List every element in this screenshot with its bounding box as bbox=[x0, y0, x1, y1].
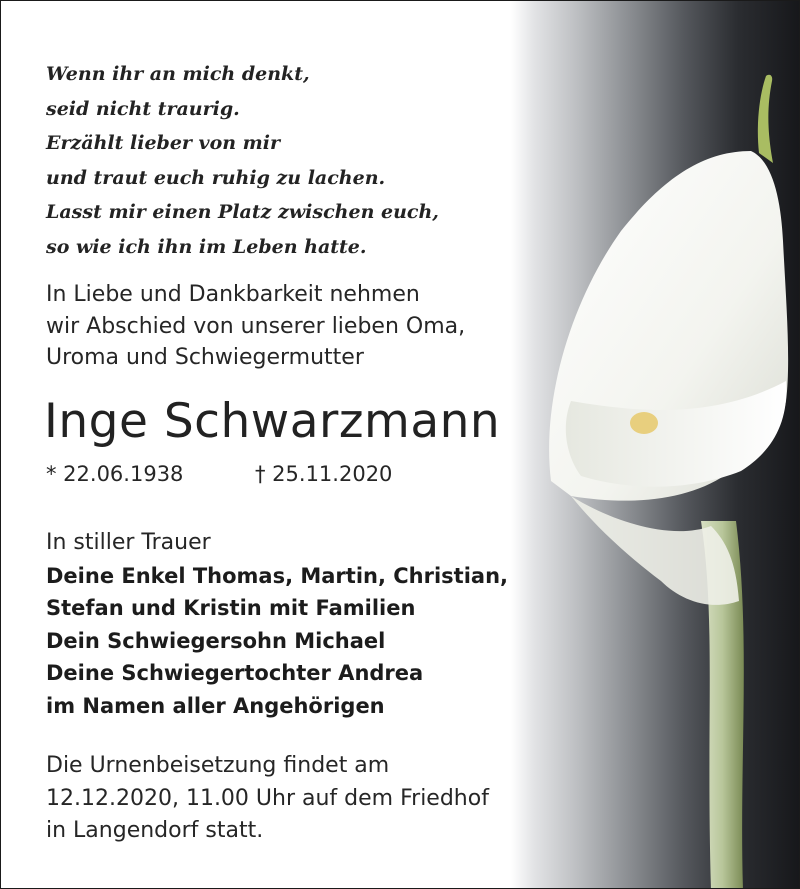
calla-lily-icon bbox=[511, 1, 800, 889]
poem-line: seid nicht traurig. bbox=[46, 97, 240, 120]
mourners bbox=[46, 527, 508, 722]
farewell-intro bbox=[46, 279, 465, 374]
calla-lily-image bbox=[511, 1, 800, 889]
funeral-line: 12.12.2020, 11.00 Uhr auf dem Friedhof bbox=[46, 785, 489, 811]
poem-line: Erzählt lieber von mir bbox=[46, 132, 281, 154]
mourning-intro: In stiller Trauer bbox=[46, 530, 211, 555]
poem bbox=[46, 57, 439, 264]
mourner-line: Deine Schwiegertochter Andrea bbox=[46, 661, 424, 685]
funeral-line: in Langendorf statt. bbox=[46, 818, 264, 843]
mourner-line: Stefan und Kristin mit Familien bbox=[46, 596, 416, 620]
deceased-name: Inge Schwarzmann bbox=[44, 394, 501, 449]
poem-line: so wie ich ihn im Leben hatte. bbox=[46, 235, 367, 258]
poem-line: Lasst mir einen Platz zwischen euch, bbox=[46, 201, 439, 223]
mourner-line: im Namen aller Angehörigen bbox=[46, 693, 385, 718]
intro-line: Uroma und Schwiegermutter bbox=[46, 345, 364, 370]
intro-line: wir Abschied von unserer lieben Oma, bbox=[46, 313, 466, 339]
mourner-line: Dein Schwiegersohn Michael bbox=[46, 628, 386, 653]
poem-line: und traut euch ruhig zu lachen. bbox=[46, 166, 386, 189]
death-date: † 25.11.2020 bbox=[255, 462, 393, 486]
birth-date: * 22.06.1938 bbox=[46, 462, 184, 486]
funeral-line: Die Urnenbeisetzung findet am bbox=[46, 753, 390, 778]
mourner-line: Deine Enkel Thomas, Martin, Christian, bbox=[46, 563, 509, 588]
intro-line: In Liebe und Dankbarkeit nehmen bbox=[46, 282, 420, 307]
funeral-info bbox=[46, 750, 489, 848]
poem-line: Wenn ihr an mich denkt, bbox=[46, 63, 310, 85]
